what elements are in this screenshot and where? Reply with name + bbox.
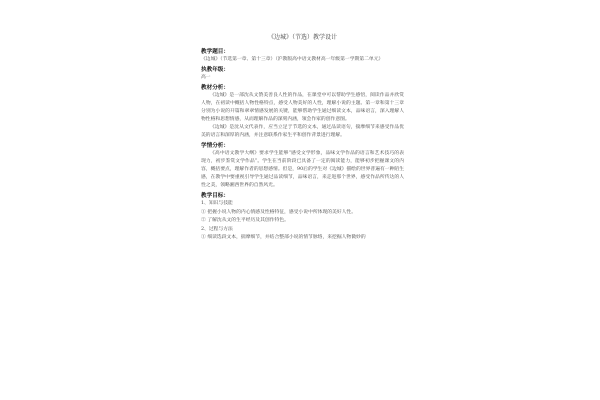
grade-heading: 执教年级： bbox=[201, 67, 229, 73]
student-heading: 学情分析： bbox=[201, 143, 229, 150]
objective-1: 1、知识与技能 bbox=[201, 201, 233, 207]
grade-text: 高一 bbox=[201, 75, 211, 80]
analysis-paragraph-1: 《边城》是一部沈从文赞美善良人性的作品，在课堂中可以帮助学生感悟，阅读作品并欣赏人物，在初读中概括人物性格特点，感受人物美好的人性，理解小说的主题。第一章和第十三章分别为小说的开篇和翠翠情感发展的关键，能够帮助学生通过细读文本，品味语言，深入理解人物性格和思想情感，从而理解作品的深刻内涵，领会作家的创作意图。 bbox=[201, 93, 404, 123]
analysis-paragraph-2: 《边城》是沈从文代表作，应当立足于节选的文本，通过品读语句，揣摩细节来感受作品优美的语言和深厚的内涵，并注意联系作家生平和创作背景进行理解。 bbox=[201, 125, 404, 139]
document-title: 《边城》（节选）教学设计 bbox=[267, 34, 337, 41]
objective-1b: ② 了解沈从文的生平经历及其创作特色。 bbox=[201, 218, 289, 224]
analysis-heading: 教材分析： bbox=[201, 85, 229, 92]
objective-2: 2、过程与方法 bbox=[201, 226, 233, 232]
objectives-heading: 教学目标： bbox=[201, 193, 229, 200]
objective-2a: ① 细读选段文本，揣摩细节，并结合整部小说的情节脉络，来挖掘人物微妙的 bbox=[201, 235, 366, 241]
document-page bbox=[201, 34, 404, 242]
student-paragraph-1: 《高中语文教学大纲》要求学生能够“感受文学形象，品味文学作品的语言和艺术技巧的表现力，初步鉴赏文学作品”。学生在当前阶段已具备了一定的阅读能力，能够初步把握课文的内容，概括要点，理解作者的思想感情。但是，90后的学生对《边城》描绘的世界普遍有一种陌生感，在教学中要重视引导学生通过品读细节，品味语言，来走进那个世界，感受作品所传达的人性之美，领略湘西世界的自然风光。 bbox=[201, 151, 404, 189]
topic-text: 《边城》（节选第一章、第十三章）（沪教版高中语文教材高一年级第一学期第二单元） bbox=[201, 57, 384, 62]
topic-heading: 教学题目： bbox=[201, 49, 229, 55]
objective-1a: ① 把握小说人物的内心情感及性格特征，感受小说中所体现的美好人性。 bbox=[201, 209, 357, 215]
